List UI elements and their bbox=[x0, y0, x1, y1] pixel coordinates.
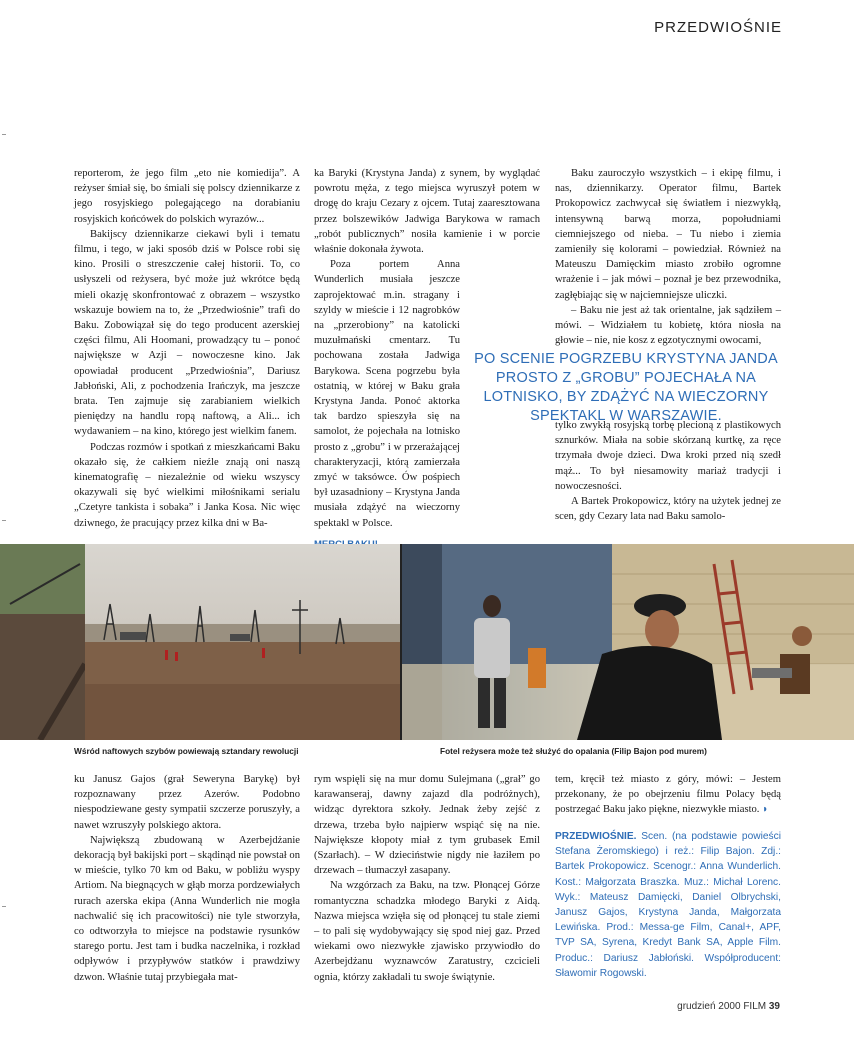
article-column-3-bottom bbox=[555, 418, 781, 524]
pull-quote: PO SCENIE POGRZEBU KRYSTYNA JANDA PROSTO Z „GROBU” POJECHAŁA NA LOTNISKO, BY ZDĄŻYĆ NA WIECZORNY SPEKTAKL W WARSZAWIE. bbox=[474, 351, 778, 424]
paragraph: Największą zbudowaną w Azerbejdżanie dekoracją był bakijski port – skądinąd nie powstał on w mieście, tylko 70 km od Baku, w pobliżu wyspy Artiom. Na biegnących w głąb morza pordzewiałych rurach azerska ekipa (Anna Wunderlich nie mogła nachwalić się ich pracowitości) nie tyle stworzyła, co odtworzyła to miejsce na podstawie rysunków starego portu. Jest tam i budka naczelnika, i rozkład odpływów i przypływów statków i prawdziwy dzwon. Właśnie tutaj przybiegała mat- bbox=[74, 834, 300, 983]
issue-date: grudzień 2000 bbox=[677, 1001, 741, 1012]
article-column-2-bottom bbox=[314, 772, 540, 985]
paragraph: – Baku nie jest aż tak orientalne, jak sądziłem – mówi. – Widziałem tu kobietę, która niosła na głowie – nie, nie kosz z egzotycznymi owocami, bbox=[555, 304, 781, 347]
oil-field-illustration bbox=[0, 544, 400, 740]
paragraph: Poza portem Anna Wunderlich musiała jeszcze zaprojektować m.in. stragany i szyldy w mieście i 12 nagrobków na „przerobiony” na katolicki muzułmański cmentarz. Tu pochowana została Jadwiga Barykowa. Scena pogrzebu była ostatnią, w której w Baku grała Krystyna Janda. Ponoć aktorka tak bardzo spieszyła się na samolot, że pojechała na lotnisko prosto z „grobu” i w przerażającej charakteryzacji, którą zamierzała zmyć w taksówce. Ów pośpiech był uzasadniony – Krystyna Janda musiała zdążyć na wieczorny spektakl w Polsce. bbox=[314, 259, 460, 529]
paragraph-text: tem, kręcił też miasto z góry, mówi: – Jestem przekonany, że po obejrzeniu filmu Polacy będą postrzegać Baku jako piękne, niezwykłe miasto. bbox=[555, 774, 781, 816]
credits-text: Scen. (na podstawie powieści Stefana Żeromskiego) i reż.: Filip Bajon. Zdj.: Bartek Prokopowicz. Scenogr.: Anna Wunderlich. Kost.: Małgorzata Braszka. Muz.: Michał Lorenc. Wyk.: Mateusz Damięcki, Daniel Olbrychski, Janusz Gajos, Krystyna Janda, Małgorzata Lewińska. Prod.: Messa-ge Film, Canal+, APF, TVP SA, Syrena, Kredyt Bank SA, Apple Film. Produc.: Dariusz Jabłoński. Współproducent: Sławomir Rogowski. bbox=[555, 831, 781, 979]
paragraph: reporterom, że jego film „eto nie komiedija”. A reżyser śmiał się, bo śmiali się polscy dziennikarze z jego rosyjskiego polegającego na dorabianiu rosyjskich końcówek do polskich wyrazów... bbox=[74, 168, 300, 225]
paragraph: ku Janusz Gajos (grał Seweryna Barykę) był rozpoznawany przez Azerów. Podobno niespodziewane gesty sympatii szczerze poruszyły, a nawet wzruszyły polskiego aktora. bbox=[74, 774, 300, 831]
article-column-1 bbox=[74, 166, 300, 531]
article-column-3-end bbox=[555, 772, 781, 818]
magazine-name: FILM bbox=[743, 1001, 767, 1012]
paragraph: Bakijscy dziennikarze ciekawi byli i tematu filmu, i tego, w jaki sposób dziś w Polsce robi się kino. Prosili o streszczenie całej historii. To, co usłyszeli od reżysera, być może już wkrótce będą mieli okazję skonfrontować z obrazem – wszystko wskazuje bowiem na to, że „Przedwiośnie” trafi do Baku. Zobowiązał się do tego producent azerskiej części filmu, Ali Hoomani, prowadzący tu – ponoć największe w Azji – nowoczesne kino. Jak opowiadał producent „Przedwiośnia”, Dariusz Jabłoński, Ali, z pochodzenia Irańczyk, ma jeszcze brata. Ten zajmuje się zarabianiem wielkich pieniędzy na handlu ropą naftową, a Ali... ich wydawaniem – na kino, którego jest wielkim fanem. bbox=[74, 228, 300, 438]
photo-strip bbox=[0, 544, 854, 740]
photo-oil-field bbox=[0, 544, 400, 740]
credits-title: PRZEDWIOŚNIE. bbox=[555, 831, 637, 842]
film-credits bbox=[555, 829, 781, 981]
paragraph bbox=[555, 772, 781, 818]
article-column-1-bottom bbox=[74, 772, 300, 985]
margin-mark bbox=[2, 520, 6, 521]
paragraph: Na wzgórzach za Baku, na tzw. Płonącej Górze romantyczna schadzka młodego Baryki z Aidą. Nazwa miejsca wzięła się od płonącej tu stale ziemi – to pali się wydobywający się spod niej gaz. Przed wiekami owo niezwykłe zjawisko przywiodło do Azerbejdżanu wyznawców Zaratustry, czcicieli ognia, którzy zakładali tu swoje świątynie. bbox=[314, 880, 540, 983]
paragraph: rym wspięli się na mur domu Sulejmana („grał” go karawanseraj, dawny zajazd dla podróżnych), widząc dyrektora szkoły. Jednak żeby zejść z drzewa, trzeba było najpierw wspiąć się na nie. Największe kłopoty miał z tym grubasek Emil (Szarłach). – W dzieciństwie nigdy nie łaziłem po drzewach – tłumaczył zasapany. bbox=[314, 774, 540, 877]
paragraph: Podczas rozmów i spotkań z mieszkańcami Baku okazało się, że całkiem nieźle znają oni naszą kinematografię – niezależnie od wieku wszyscy okazywali się być wielkimi miłośnikami serialu „Czetyre tankista i sobaka” i Janka Kosa. Nic więc dziwnego, że pracujący przez kilka dni w Ba- bbox=[74, 441, 300, 529]
page-footer bbox=[677, 1001, 780, 1012]
photo-caption-right: Fotel reżysera może też służyć do opalania (Filip Bajon pod murem) bbox=[440, 746, 707, 756]
article-column-3-top bbox=[555, 166, 781, 348]
film-set-illustration bbox=[402, 544, 854, 740]
margin-mark bbox=[2, 134, 6, 135]
paragraph: A Bartek Prokopowicz, który na użytek jednej ze scen, gdy Cezary lata nad Baku samolo- bbox=[555, 496, 781, 523]
paragraph: Baku zauroczyło wszystkich – i ekipę filmu, i nas, dziennikarzy. Operator filmu, Bartek Prokopowicz zachwycał się światłem i niezwykłą, intensywną barwą morza, popołudniami ciemniejszego od nieba. – Tu niebo i ziemia zamieniły się kolorami – powiedział. Również na Mateuszu Damięckim miasto zrobiło ogromne wrażenie i – jak mówi – poznał je bez przewodnika, zagłębiając się w najciemniejsze uliczki. bbox=[555, 168, 781, 301]
paragraph: ka Baryki (Krystyna Janda) z synem, by wyglądać powrotu męża, z tego miejsca wyruszył potem w drogę do kraju Cezary z ojcem. Tutaj zaaresztowana przez bolszewików Jadwiga Barykowa w ramach „robót publicznych” nosiła kamienie i w porcie właśnie dokonała żywota. bbox=[314, 168, 540, 256]
photo-caption-left: Wśród naftowych szybów powiewają sztandary rewolucji bbox=[74, 746, 299, 756]
paragraph: tylko zwykłą rosyjską torbę plecioną z plastikowych sznurków. Miała na sobie skórzaną kurtkę, za ręce trzymała dwoje dzieci. Dwa kroki przed nią szedł mąż... To był niesamowity mariaż tradycji i nowoczesności. bbox=[555, 420, 781, 492]
page-number: 39 bbox=[768, 1001, 780, 1012]
margin-mark bbox=[2, 906, 6, 907]
end-mark-icon: ◗ bbox=[762, 803, 769, 816]
photo-film-set bbox=[402, 544, 854, 740]
section-title: PRZEDWIOŚNIE bbox=[654, 19, 782, 36]
